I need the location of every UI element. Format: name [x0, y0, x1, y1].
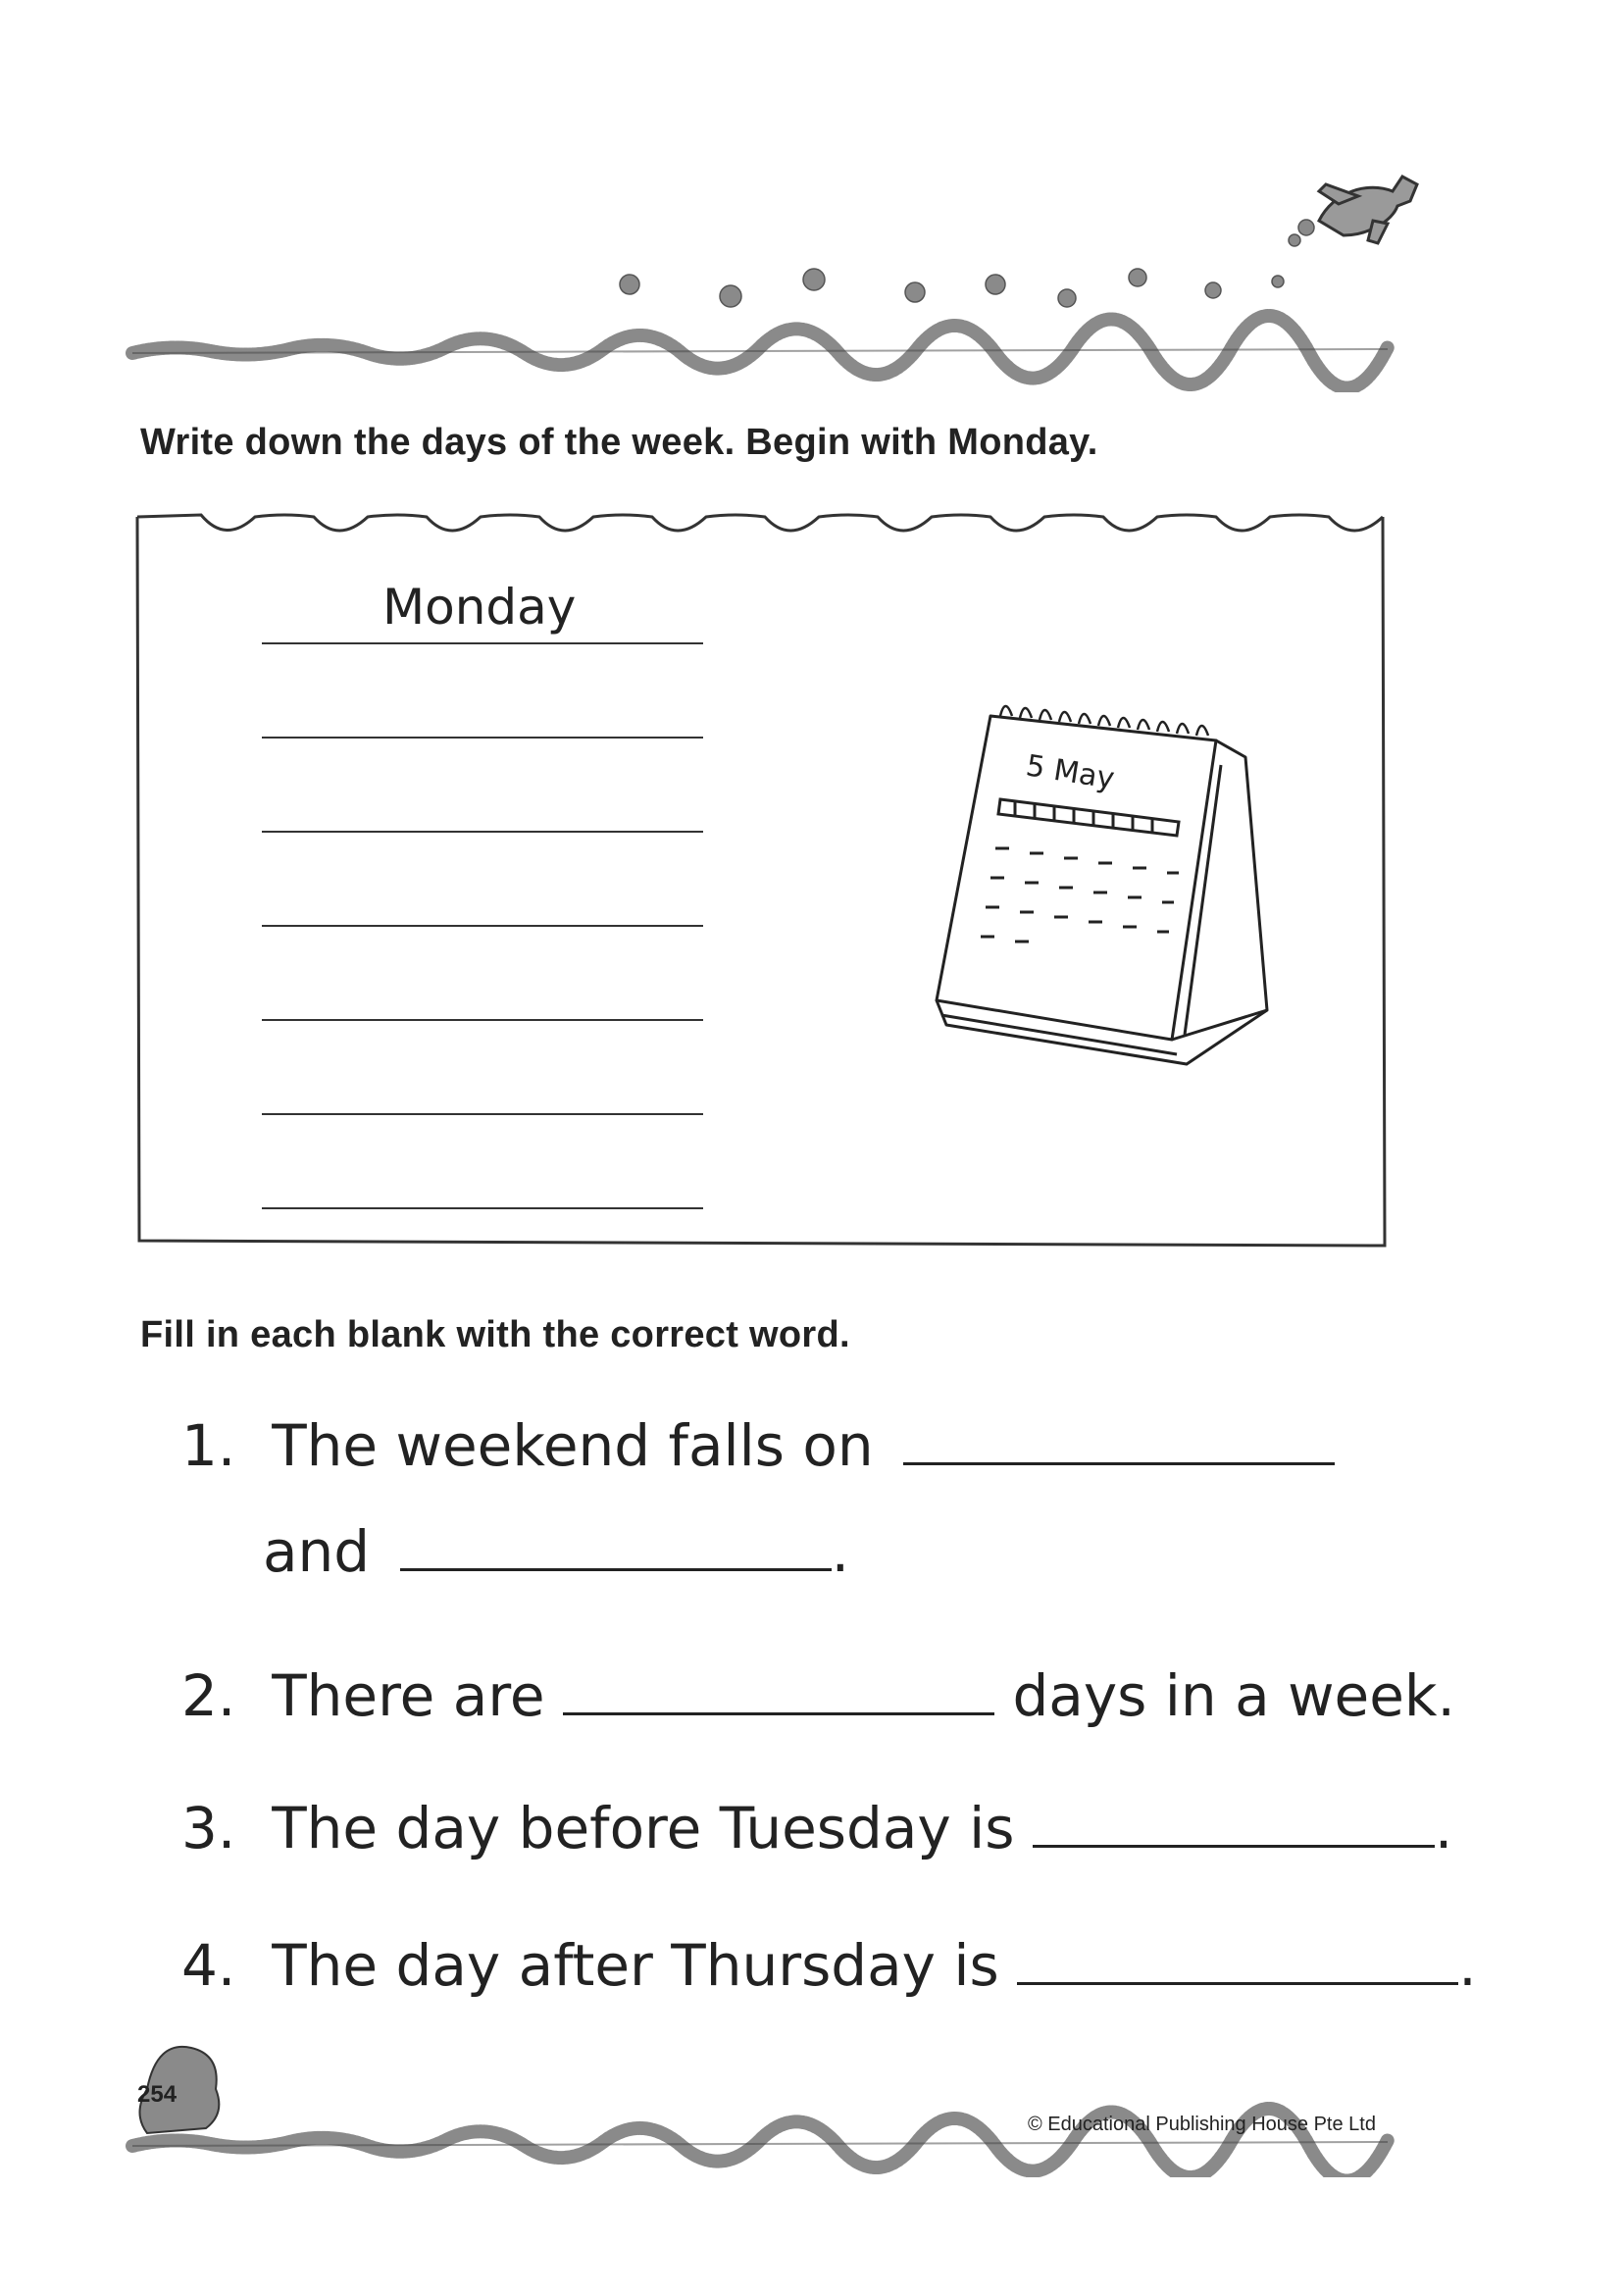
calendar-icon [922, 677, 1294, 1069]
first-day-answer: Monday [382, 579, 577, 636]
answer-blank[interactable] [400, 1558, 832, 1571]
question-1 [181, 1412, 1335, 1479]
question-number: 4. [181, 1932, 236, 1999]
question-ending: . [1434, 1795, 1453, 1861]
copyright-text: © Educational Publishing House Pte Ltd [1028, 2114, 1376, 2135]
question-number: 1. [181, 1412, 236, 1479]
day-line-7[interactable] [262, 1207, 703, 1209]
question-4 [181, 1932, 1477, 1999]
question-ending: days in a week. [1012, 1662, 1455, 1729]
question-text: The weekend falls on [272, 1412, 874, 1479]
day-line-1[interactable] [262, 642, 703, 644]
instruction-fill-blanks: Fill in each blank with the correct word. [140, 1314, 850, 1355]
question-2 [181, 1662, 1455, 1729]
question-text: The day before Tuesday is [272, 1795, 1015, 1861]
instruction-days-of-week: Write down the days of the week. Begin with Monday. [140, 422, 1098, 463]
question-text: The day after Thursday is [272, 1932, 999, 1999]
day-line-5[interactable] [262, 1019, 703, 1021]
day-line-4[interactable] [262, 925, 703, 927]
question-ending: . [1458, 1932, 1477, 1999]
top-decoration [0, 0, 1624, 392]
question-number: 3. [181, 1795, 236, 1861]
calendar-date-text: 5 May [1023, 748, 1117, 797]
question-3 [181, 1795, 1452, 1861]
answer-blank[interactable] [903, 1453, 1335, 1465]
bottom-decoration [0, 2020, 1624, 2177]
day-line-3[interactable] [262, 831, 703, 833]
airplane-icon [1319, 177, 1417, 243]
answer-blank[interactable] [563, 1703, 994, 1715]
question-1-continued [263, 1518, 849, 1585]
answer-blank[interactable] [1017, 1972, 1458, 1985]
question-text: There are [272, 1662, 545, 1729]
question-text: and [263, 1518, 371, 1585]
answer-blank[interactable] [1033, 1835, 1435, 1848]
day-line-6[interactable] [262, 1113, 703, 1115]
day-line-2[interactable] [262, 737, 703, 739]
question-ending: . [831, 1518, 849, 1585]
page-number: 254 [137, 2081, 178, 2108]
question-number: 2. [181, 1662, 236, 1729]
